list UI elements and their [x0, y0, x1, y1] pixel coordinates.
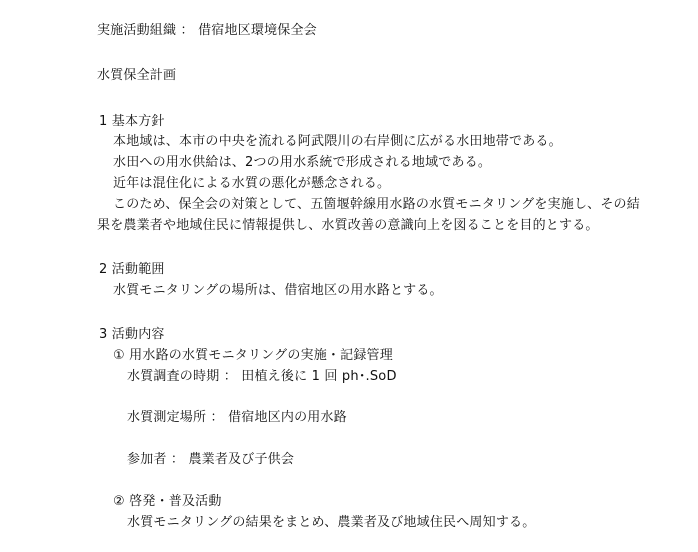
section-1-paragraph-2: 水田への用水供給は、2つの用水系統で形成される地域である。: [113, 155, 492, 170]
item-1-location: 水質測定場所 ： 借宿地区内の用水路: [127, 410, 347, 425]
item-1-title: ① 用水路の水質モニタリングの実施・記録管理: [113, 348, 393, 363]
section-2-body: 水質モニタリングの場所は、借宿地区の用水路とする。: [113, 283, 443, 298]
item-2-body: 水質モニタリングの結果をまとめ、農業者及び地域住民へ周知する。: [127, 515, 536, 530]
item-1-participants: 参加者 ： 農業者及び子供会: [127, 452, 295, 467]
section-1-heading: 1 基本方針: [99, 114, 165, 129]
section-1-paragraph-3: 近年は混住化による水質の悪化が懸念される。: [113, 176, 391, 191]
section-3-heading: 3 活動内容: [99, 327, 165, 342]
section-2-heading: 2 活動範囲: [99, 262, 165, 277]
section-1-paragraph-4-continued: 果を農業者や地域住民に情報提供し、水質改善の意識向上を図ることを目的とする。: [97, 218, 599, 233]
section-1-paragraph-1: 本地域は、本市の中央を流れる阿武隈川の右岸側に広がる水田地帯である。: [113, 134, 562, 149]
item-1-timing: 水質調査の時期 ： 田植え後に 1 回 ph･.SoD: [127, 369, 397, 384]
item-2-title: ② 啓発・普及活動: [113, 494, 222, 509]
plan-title: 水質保全計画: [97, 68, 177, 83]
section-1-paragraph-4: このため、保全会の対策として、五箇堰幹線用水路の水質モニタリングを実施し、その結: [113, 197, 640, 212]
organization-line: 実施活動組織 ： 借宿地区環境保全会: [97, 23, 317, 38]
